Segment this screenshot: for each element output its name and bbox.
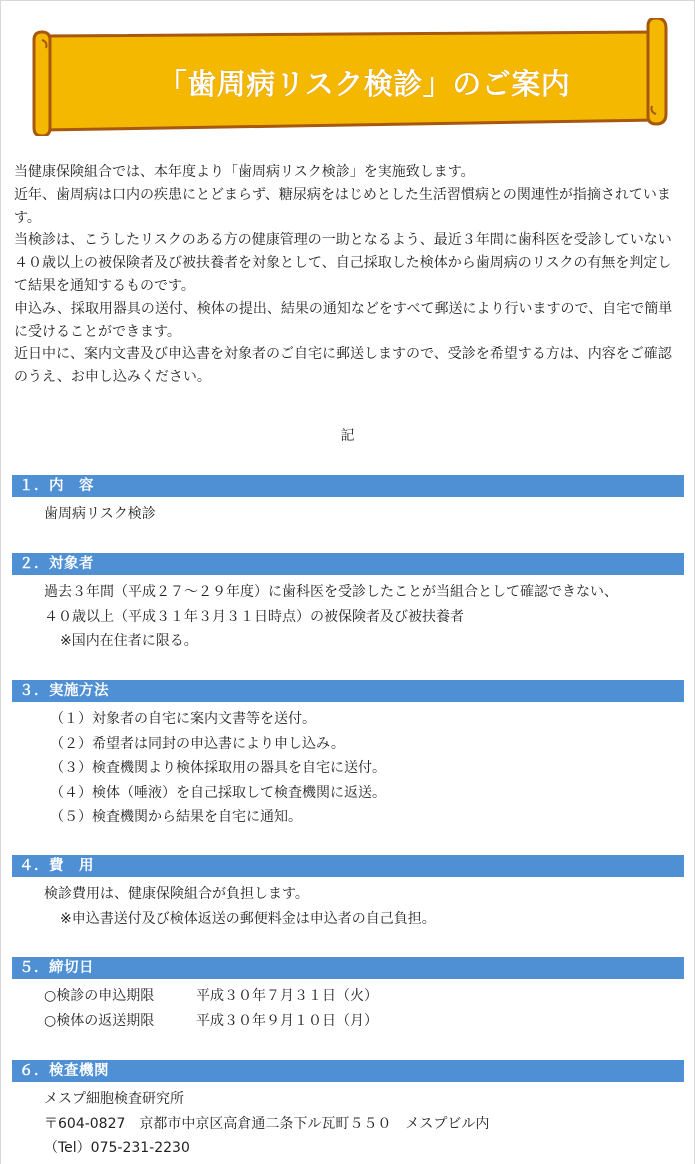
section-line: ４０歳以上（平成３１年３月３１日時点）の被保険者及び被扶養者 [44,608,464,625]
section-lab [12,1060,684,1161]
section-line: 過去３年間（平成２７～２９年度）に歯科医を受診したことが当組合として確認できない、 [44,584,618,600]
list-item: （４）検体（唾液）を自己採取して検査機関に返送。 [50,784,386,801]
list-item: （２）希望者は同封の申込書により申し込み。 [50,735,345,752]
section-heading: ５．締切日 [12,957,684,979]
section-target [12,553,684,654]
deadline-value: 平成３０年７月３１日（火） [196,988,378,1004]
section-deadline [12,957,684,1033]
section-note: ※国内在住者に限る。 [60,633,198,649]
title-banner [26,18,672,136]
section-heading: ４．費 用 [12,855,684,877]
list-item: （５）検査機関から結果を自宅に通知。 [50,809,302,825]
intro-paragraph: 近年、歯周病は口内の疾患にとどまらず、糖尿病をはじめとした生活習慣病との関連性が指摘されています。 [14,186,671,226]
section-content [12,475,684,527]
intro-paragraph: 当検診は、こうしたリスクのある方の健康管理の一助となるよう、最近３年間に歯科医を受診していない４０歳以上の被保険者及び被扶養者を対象として、自己採取した検体から歯周病のリスクの有無を判定して結果を通知するものです。 [14,232,672,294]
deadline-row [12,1009,684,1034]
intro-text [14,161,680,389]
section-heading: １．内 容 [12,475,684,497]
deadline-label: ○検体の返送期限 [44,1012,155,1029]
ki-marker: 記 [340,428,355,444]
intro-paragraph: 近日中に、案内文書及び申込書を対象者のご自宅に郵送しますので、受診を希望する方は、内容をご確認のうえ、お申し込みください。 [14,346,672,386]
section-note: ※申込書送付及び検体返送の郵便料金は申込者の自己負担。 [60,910,436,927]
intro-paragraph: 申込み、採取用器具の送付、検体の提出、結果の通知などをすべて郵送により行いますので、自宅で簡単に受けることができます。 [14,300,673,340]
section-line: 歯周病リスク検診 [44,506,156,522]
page-title: 「歯周病リスク検診」のご案内 [157,66,571,101]
section-heading: ２．対象者 [12,553,684,575]
deadline-value: 平成３０年９月１０日（月） [196,1012,378,1029]
lab-name: メスプ細胞検査研究所 [44,1091,184,1107]
lab-address: 〒604-0827 京都市中京区高倉通二条下ル瓦町５５０ メスプビル内 [44,1115,490,1132]
list-item: （１）対象者の自宅に案内文書等を送付。 [50,711,316,727]
section-method [12,680,684,830]
section-heading: ３．実施方法 [12,680,684,702]
section-line: 検診費用は、健康保険組合が負担します。 [44,886,309,902]
section-heading: ６．検査機関 [12,1060,684,1082]
intro-paragraph: 当健康保険組合では、本年度より「歯周病リスク検診」を実施致します。 [14,164,475,180]
deadline-row [12,984,684,1009]
deadline-label: ○検診の申込期限 [44,988,155,1004]
list-item: （３）検査機関より検体採取用の器具を自宅に送付。 [50,760,386,776]
lab-phone: （Tel）075-231-2230 [44,1140,190,1156]
section-cost [12,855,684,931]
